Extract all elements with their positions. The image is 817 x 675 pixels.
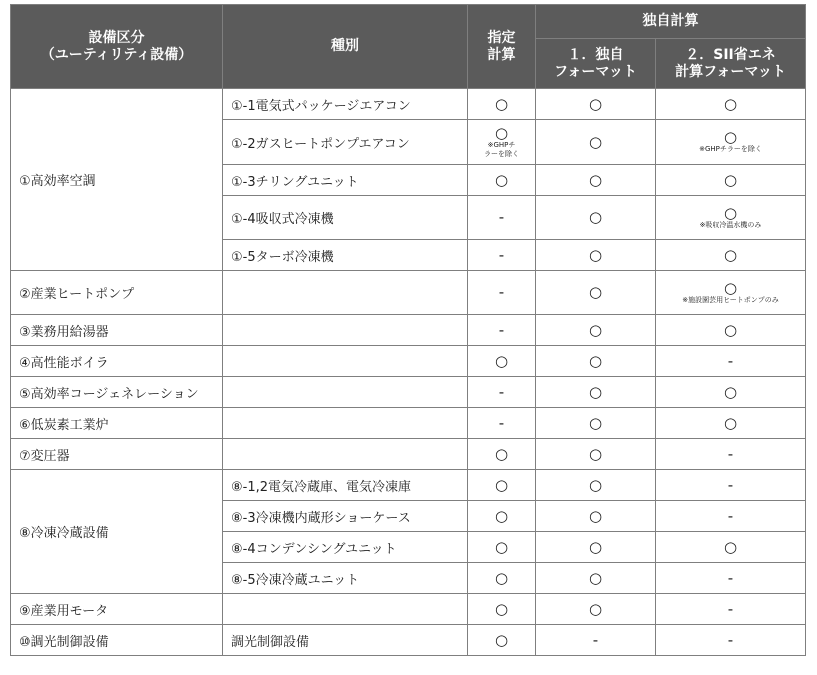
availability-mark: ○ bbox=[723, 382, 738, 401]
own-format-cell bbox=[536, 563, 656, 594]
own-format-cell bbox=[536, 240, 656, 271]
type-cell: ⑧-1,2電気冷蔵庫、電気冷凍庫 bbox=[223, 470, 468, 501]
availability-mark: ○ bbox=[723, 94, 738, 113]
own-format-cell bbox=[536, 120, 656, 165]
availability-mark: ○ bbox=[588, 208, 603, 226]
category-cell: ⑦変圧器 bbox=[11, 439, 223, 470]
category-cell: ①高効率空調 bbox=[11, 89, 223, 271]
sii-format-cell bbox=[656, 501, 806, 532]
own-format-cell bbox=[536, 165, 656, 196]
availability-mark: ○ bbox=[588, 245, 603, 264]
sii-format-cell bbox=[656, 89, 806, 120]
sii-format-cell bbox=[656, 315, 806, 346]
availability-mark: ○ bbox=[494, 537, 509, 556]
own-format-cell bbox=[536, 532, 656, 563]
category-cell: ③業務用給湯器 bbox=[11, 315, 223, 346]
type-cell bbox=[223, 271, 468, 315]
header-independent-calc: 独自計算 bbox=[536, 5, 806, 39]
type-cell bbox=[223, 594, 468, 625]
designated-calc-cell bbox=[468, 89, 536, 120]
availability-mark: ○ bbox=[588, 506, 603, 525]
category-cell: ⑧冷凍冷蔵設備 bbox=[11, 470, 223, 594]
availability-mark: - bbox=[727, 568, 734, 587]
type-cell bbox=[223, 315, 468, 346]
availability-mark: ○ bbox=[588, 382, 603, 401]
designated-calc-cell bbox=[468, 196, 536, 240]
sii-format-cell bbox=[656, 408, 806, 439]
designated-calc-cell bbox=[468, 501, 536, 532]
category-cell: ②産業ヒートポンプ bbox=[11, 271, 223, 315]
designated-calc-cell bbox=[468, 594, 536, 625]
table-row bbox=[11, 271, 806, 315]
availability-mark: ○ bbox=[588, 413, 603, 432]
table-row bbox=[11, 377, 806, 408]
availability-mark: ○ bbox=[588, 170, 603, 189]
designated-calc-cell bbox=[468, 165, 536, 196]
availability-mark: ○ bbox=[723, 128, 738, 146]
sii-format-cell bbox=[656, 346, 806, 377]
type-cell: ①-5ターボ冷凍機 bbox=[223, 240, 468, 271]
sii-format-cell bbox=[656, 563, 806, 594]
availability-mark: ○ bbox=[494, 599, 509, 618]
own-format-cell bbox=[536, 89, 656, 120]
availability-mark: - bbox=[727, 599, 734, 618]
category-cell: ⑩調光制御設備 bbox=[11, 625, 223, 656]
availability-mark: ○ bbox=[723, 278, 738, 297]
availability-mark: ○ bbox=[588, 320, 603, 339]
availability-mark: ○ bbox=[588, 351, 603, 370]
availability-mark: - bbox=[498, 320, 505, 339]
availability-mark: ○ bbox=[494, 123, 509, 142]
own-format-cell bbox=[536, 271, 656, 315]
availability-mark: ○ bbox=[494, 170, 509, 189]
table-row bbox=[11, 439, 806, 470]
header-type: 種別 bbox=[223, 5, 468, 89]
type-cell: ⑧-4コンデンシングユニット bbox=[223, 532, 468, 563]
header-own-format: １．独自 フォーマット bbox=[536, 39, 656, 89]
availability-mark: - bbox=[727, 475, 734, 494]
availability-mark: ○ bbox=[588, 132, 603, 151]
availability-mark: ○ bbox=[588, 283, 603, 301]
sii-format-cell bbox=[656, 625, 806, 656]
sii-format-cell bbox=[656, 240, 806, 271]
type-cell: ⑧-5冷凍冷蔵ユニット bbox=[223, 563, 468, 594]
availability-mark: ○ bbox=[588, 94, 603, 113]
footnote: ※施設園芸用ヒートポンプのみ bbox=[682, 295, 779, 304]
own-format-cell bbox=[536, 439, 656, 470]
availability-mark: - bbox=[498, 208, 505, 226]
availability-mark: ○ bbox=[588, 475, 603, 494]
availability-mark: ○ bbox=[723, 170, 738, 189]
equipment-calculation-table bbox=[10, 4, 806, 656]
header-equipment-category: 設備区分 （ユーティリティ設備） bbox=[11, 5, 223, 89]
footnote: ※吸収冷温水機のみ bbox=[699, 220, 762, 229]
availability-mark: - bbox=[498, 283, 505, 301]
sii-format-cell bbox=[656, 271, 806, 315]
type-cell bbox=[223, 377, 468, 408]
availability-mark: ○ bbox=[588, 537, 603, 556]
availability-mark: - bbox=[592, 630, 599, 649]
availability-mark: ○ bbox=[723, 245, 738, 264]
own-format-cell bbox=[536, 408, 656, 439]
designated-calc-cell bbox=[468, 271, 536, 315]
sii-format-cell bbox=[656, 439, 806, 470]
sii-format-cell bbox=[656, 594, 806, 625]
table-row bbox=[11, 89, 806, 120]
designated-calc-cell bbox=[468, 315, 536, 346]
availability-mark: - bbox=[498, 245, 505, 264]
table-row bbox=[11, 594, 806, 625]
designated-calc-cell bbox=[468, 346, 536, 377]
own-format-cell bbox=[536, 315, 656, 346]
header-sii-format: ２．SII省エネ 計算フォーマット bbox=[656, 39, 806, 89]
own-format-cell bbox=[536, 501, 656, 532]
type-cell: ①-4吸収式冷凍機 bbox=[223, 196, 468, 240]
sii-format-cell bbox=[656, 377, 806, 408]
designated-calc-cell bbox=[468, 625, 536, 656]
category-cell: ⑥低炭素工業炉 bbox=[11, 408, 223, 439]
availability-mark: - bbox=[498, 413, 505, 432]
equipment-table-container bbox=[10, 4, 806, 656]
availability-mark: - bbox=[727, 630, 734, 649]
sii-format-cell bbox=[656, 165, 806, 196]
header-designated-calc: 指定 計算 bbox=[468, 5, 536, 89]
availability-mark: ○ bbox=[588, 599, 603, 618]
availability-mark: ○ bbox=[723, 203, 738, 222]
own-format-cell bbox=[536, 625, 656, 656]
sii-format-cell bbox=[656, 120, 806, 165]
category-cell: ⑨産業用モータ bbox=[11, 594, 223, 625]
availability-mark: ○ bbox=[494, 351, 509, 370]
type-cell bbox=[223, 408, 468, 439]
availability-mark: ○ bbox=[494, 568, 509, 587]
availability-mark: ○ bbox=[494, 475, 509, 494]
designated-calc-cell bbox=[468, 563, 536, 594]
availability-mark: ○ bbox=[494, 506, 509, 525]
own-format-cell bbox=[536, 377, 656, 408]
designated-calc-cell bbox=[468, 470, 536, 501]
table-row bbox=[11, 625, 806, 656]
footnote: ※GHPチ ラーを除く bbox=[484, 140, 519, 158]
availability-mark: - bbox=[727, 351, 734, 370]
own-format-cell bbox=[536, 470, 656, 501]
type-cell: ①-2ガスヒートポンプエアコン bbox=[223, 120, 468, 165]
sii-format-cell bbox=[656, 532, 806, 563]
sii-format-cell bbox=[656, 470, 806, 501]
designated-calc-cell bbox=[468, 377, 536, 408]
designated-calc-cell bbox=[468, 532, 536, 563]
own-format-cell bbox=[536, 196, 656, 240]
table-body bbox=[11, 89, 806, 656]
availability-mark: - bbox=[727, 444, 734, 463]
type-cell: ①-1電気式パッケージエアコン bbox=[223, 89, 468, 120]
designated-calc-cell bbox=[468, 408, 536, 439]
type-cell: 調光制御設備 bbox=[223, 625, 468, 656]
availability-mark: - bbox=[727, 506, 734, 525]
type-cell bbox=[223, 439, 468, 470]
type-cell: ①-3チリングユニット bbox=[223, 165, 468, 196]
availability-mark: ○ bbox=[494, 630, 509, 649]
own-format-cell bbox=[536, 594, 656, 625]
table-row bbox=[11, 470, 806, 501]
footnote: ※GHPチラーを除く bbox=[699, 145, 762, 153]
type-cell bbox=[223, 346, 468, 377]
table-row bbox=[11, 346, 806, 377]
category-cell: ⑤高効率コージェネレーション bbox=[11, 377, 223, 408]
availability-mark: ○ bbox=[494, 94, 509, 113]
availability-mark: ○ bbox=[494, 444, 509, 463]
availability-mark: ○ bbox=[723, 320, 738, 339]
designated-calc-cell bbox=[468, 120, 536, 165]
availability-mark: ○ bbox=[723, 413, 738, 432]
sii-format-cell bbox=[656, 196, 806, 240]
category-cell: ④高性能ボイラ bbox=[11, 346, 223, 377]
designated-calc-cell bbox=[468, 240, 536, 271]
availability-mark: ○ bbox=[588, 568, 603, 587]
own-format-cell bbox=[536, 346, 656, 377]
type-cell: ⑧-3冷凍機内蔵形ショーケース bbox=[223, 501, 468, 532]
availability-mark: - bbox=[498, 382, 505, 401]
designated-calc-cell bbox=[468, 439, 536, 470]
availability-mark: ○ bbox=[588, 444, 603, 463]
table-row bbox=[11, 408, 806, 439]
availability-mark: ○ bbox=[723, 537, 738, 556]
table-row bbox=[11, 315, 806, 346]
